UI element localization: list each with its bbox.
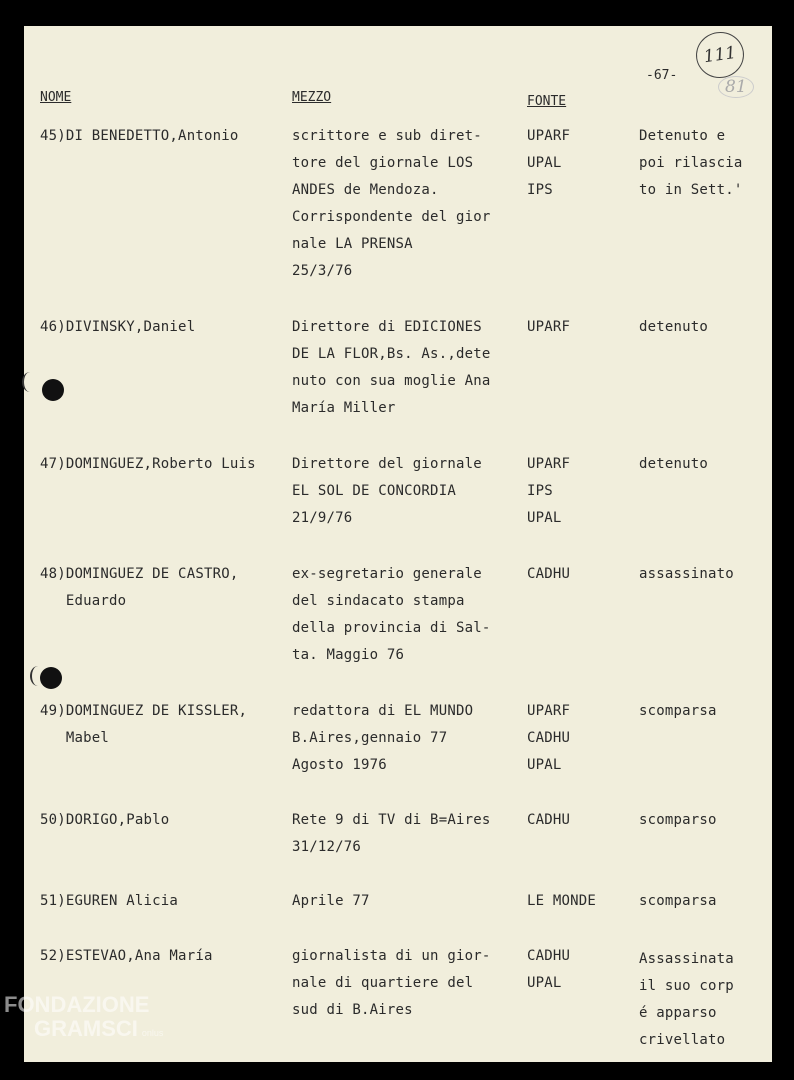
entry-medium: Direttore del giornale EL SOL DE CONCORDIA 21/9/76 [292, 456, 482, 526]
page-number: -67- [646, 68, 678, 83]
watermark-line2: GRAMSCI [34, 1016, 138, 1041]
entry-source: UPARF CADHU UPAL [527, 703, 571, 773]
entry-name: 46)DIVINSKY,Daniel [40, 319, 196, 335]
entry-medium: scrittore e sub diret- tore del giornale LOS ANDES de Mendoza. Corrispondente del gior nale LA PRENSA 25/3/76 [292, 128, 491, 279]
entry-status: Assassinata il suo corp é apparso crivellato [639, 951, 734, 1048]
entry-source: LE MONDE [527, 893, 597, 909]
entry-name: 45)DI BENEDETTO,Antonio [40, 128, 239, 144]
entry-status: detenuto [639, 319, 709, 335]
header-source: FONTE [527, 94, 567, 109]
entry-status: detenuto [639, 456, 709, 472]
entry-name: 47)DOMINGUEZ,Roberto Luis [40, 456, 256, 472]
entry-name: 49)DOMINGUEZ DE KISSLER, Mabel [40, 703, 248, 746]
entry-status: Detenuto e poi rilascia to in Sett.' [639, 128, 743, 198]
punch-hole [42, 379, 64, 401]
entry-source: UPARF UPAL IPS [527, 128, 571, 198]
entry-name: 48)DOMINGUEZ DE CASTRO, Eduardo [40, 566, 239, 609]
entry-name: 50)DORIGO,Pablo [40, 812, 170, 828]
entry-status: assassinato [639, 566, 734, 582]
punch-hole-arc [22, 372, 38, 392]
header-name: NOME [40, 90, 72, 105]
entry-source: CADHU [527, 812, 571, 828]
document-page [24, 26, 772, 1062]
watermark-line3: onlus [141, 1028, 164, 1038]
entry-source: UPARF IPS UPAL [527, 456, 571, 526]
entry-source: CADHU UPAL [527, 948, 571, 991]
watermark-logo [4, 993, 163, 1045]
entry-status: scomparsa [639, 893, 717, 909]
entry-status: scomparsa [639, 703, 717, 719]
entry-status: scomparso [639, 812, 717, 828]
entry-medium: giornalista di un gior- nale di quartiere del sud di B.Aires [292, 948, 491, 1018]
entry-medium: redattora di EL MUNDO B.Aires,gennaio 77 Agosto 1976 [292, 703, 474, 773]
entry-source: CADHU [527, 566, 571, 582]
archive-stamp-circle: 111 [693, 29, 747, 81]
archive-stamp-secondary: 81 [718, 76, 754, 98]
entry-source: UPARF [527, 319, 571, 335]
entry-medium: Aprile 77 [292, 893, 370, 909]
punch-hole [40, 667, 62, 689]
header-medium: MEZZO [292, 90, 332, 105]
entry-medium: Rete 9 di TV di B=Aires 31/12/76 [292, 812, 491, 855]
entry-name: 52)ESTEVAO,Ana María [40, 948, 213, 964]
watermark-line1: FONDAZIONE [4, 992, 150, 1017]
entry-medium: ex-segretario generale del sindacato stampa della provincia di Sal- ta. Maggio 76 [292, 566, 491, 663]
entry-name: 51)EGUREN Alicia [40, 893, 179, 909]
entry-medium: Direttore di EDICIONES DE LA FLOR,Bs. As.,dete nuto con sua moglie Ana María Miller [292, 319, 491, 416]
